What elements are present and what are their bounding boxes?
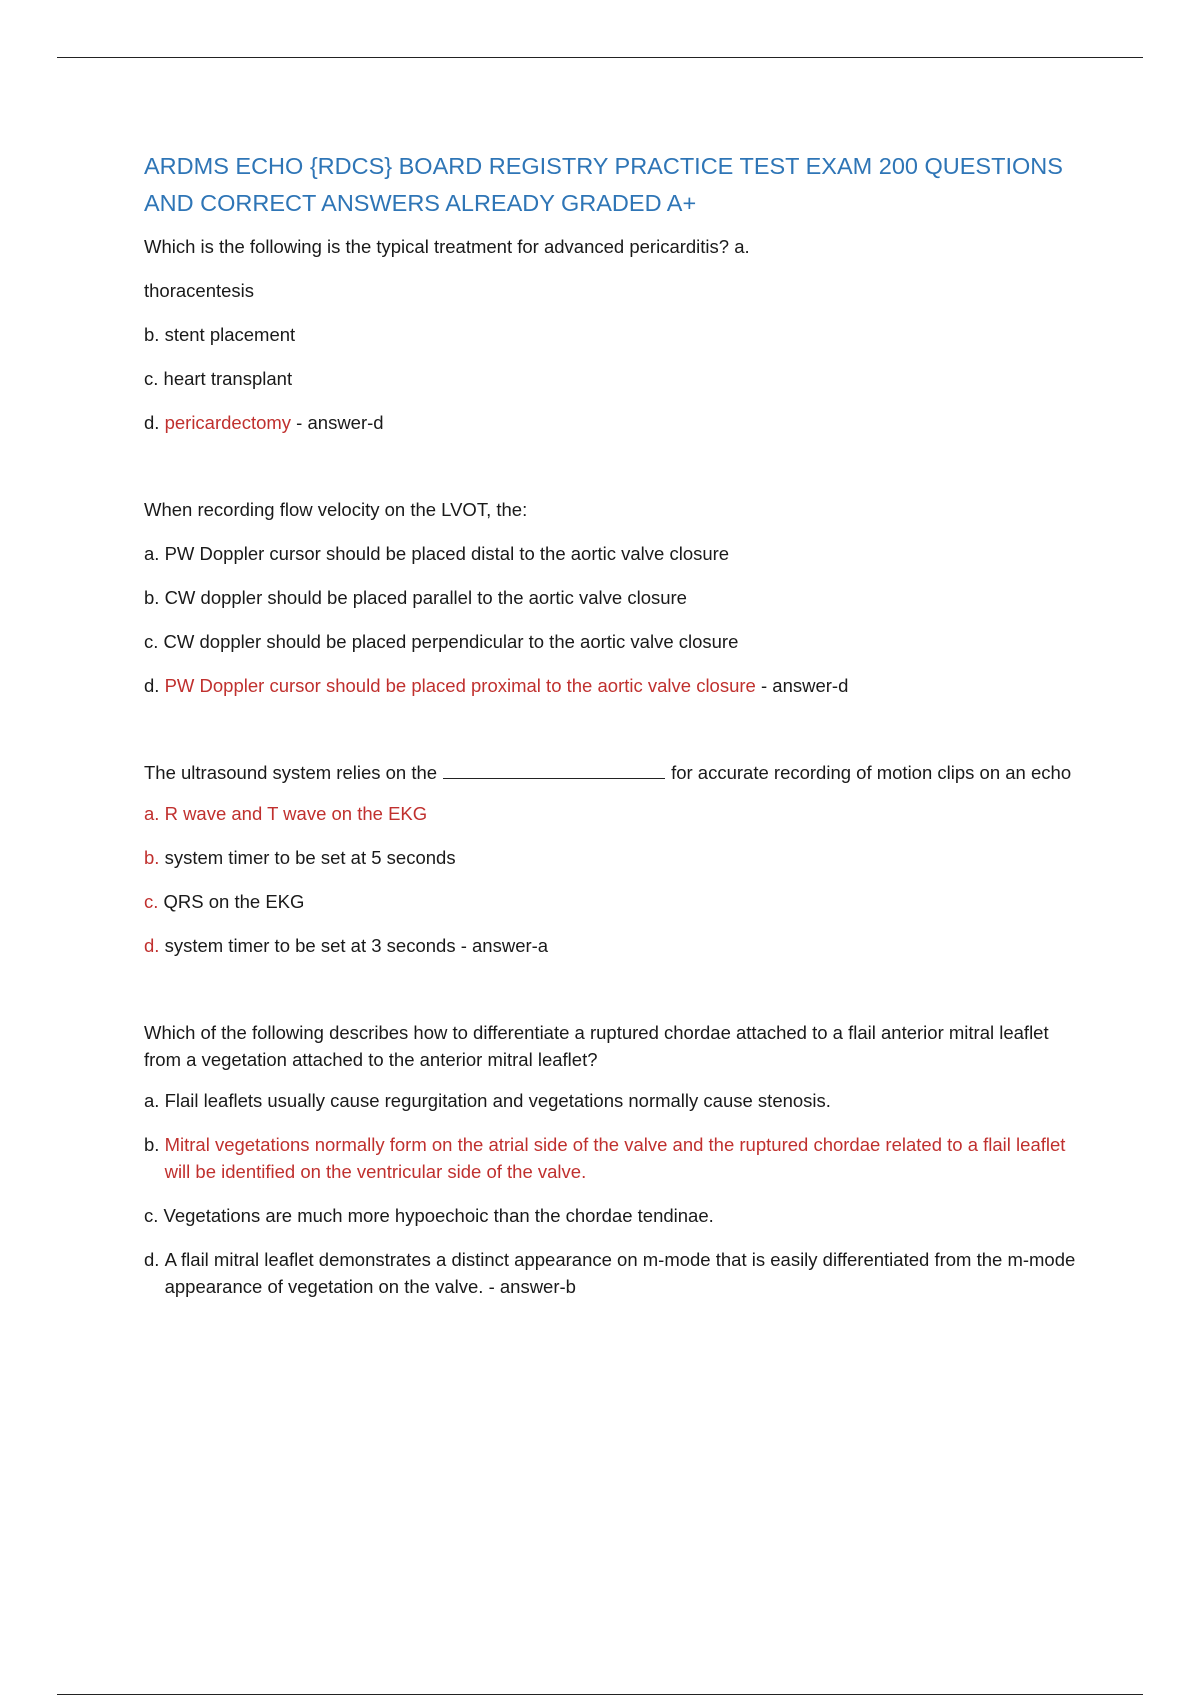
option-label: b. <box>144 1134 165 1155</box>
question-3-option-a: a. R wave and T wave on the EKG <box>144 803 428 824</box>
question-1-option-b: b. stent placement <box>144 324 296 345</box>
question-4-option-d <box>144 1246 1084 1300</box>
option-text: system timer to be set at 5 seconds <box>159 847 456 868</box>
answer-key: - answer-d <box>755 675 849 696</box>
fill-in-blank <box>443 761 665 779</box>
question-4 <box>144 1019 1084 1300</box>
question-1 <box>144 233 1084 436</box>
question-2-option-b: b. CW doppler should be placed parallel to the aortic valve closure <box>144 587 687 608</box>
question-3-stem <box>144 759 1084 786</box>
top-rule <box>57 57 1143 58</box>
correct-answer-text: pericardectomy <box>164 412 292 433</box>
question-2-stem: When recording flow velocity on the LVOT, the: <box>144 499 528 520</box>
question-1-stem: Which is the following is the typical treatment for advanced pericarditis? a. <box>144 236 750 257</box>
option-label: d. <box>144 675 165 696</box>
question-4-option-c: c. Vegetations are much more hypoechoic than the chordae tendinae. <box>144 1205 714 1226</box>
document-body <box>144 148 1084 1360</box>
stem-after-blank: for accurate recording of motion clips on an echo <box>671 762 1072 783</box>
question-2-option-a: a. PW Doppler cursor should be placed distal to the aortic valve closure <box>144 543 730 564</box>
question-1-option-a: thoracentesis <box>144 280 255 301</box>
question-2-option-d <box>144 672 1084 699</box>
question-4-option-a: a. Flail leaflets usually cause regurgitation and vegetations normally cause stenosis. <box>144 1090 831 1111</box>
bottom-rule <box>57 1694 1143 1695</box>
correct-answer-text: PW Doppler cursor should be placed proximal to the aortic valve closure <box>164 675 756 696</box>
correct-answer-text: Mitral vegetations normally form on the atrial side of the valve and the ruptured chordae related to a flail leaflet will be identified on the ventricular side of the valve. <box>164 1134 1066 1182</box>
question-1-option-d <box>144 409 1084 436</box>
question-3 <box>144 759 1084 959</box>
question-4-option-b <box>144 1131 1084 1185</box>
option-label: d. <box>144 412 165 433</box>
option-text: A flail mitral leaflet demonstrates a distinct appearance on m-mode that is easily differentiated from the m-mode appearance of vegetation on the valve. - answer-b <box>164 1249 1076 1297</box>
option-text: system timer to be set at 3 seconds - answer-a <box>159 935 549 956</box>
option-label: d. <box>144 935 160 956</box>
stem-before-blank: The ultrasound system relies on the <box>144 762 438 783</box>
question-3-option-d <box>144 932 1084 959</box>
document-title: ARDMS ECHO {RDCS} BOARD REGISTRY PRACTICE TEST EXAM 200 QUESTIONS AND CORRECT ANSWERS ALREADY GRADED A+ <box>144 153 1063 216</box>
question-2-option-c: c. CW doppler should be placed perpendicular to the aortic valve closure <box>144 631 739 652</box>
option-label: c. <box>144 891 159 912</box>
option-label: d. <box>144 1249 165 1270</box>
option-text: QRS on the EKG <box>158 891 305 912</box>
question-1-option-c: c. heart transplant <box>144 368 293 389</box>
question-4-stem: Which of the following describes how to differentiate a ruptured chordae attached to a flail anterior mitral leaflet from a vegetation attached to the anterior mitral leaflet? <box>144 1022 1049 1070</box>
option-label: b. <box>144 847 160 868</box>
question-3-option-c <box>144 888 1084 915</box>
question-2 <box>144 496 1084 699</box>
question-3-option-b <box>144 844 1084 871</box>
answer-key: - answer-d <box>291 412 384 433</box>
